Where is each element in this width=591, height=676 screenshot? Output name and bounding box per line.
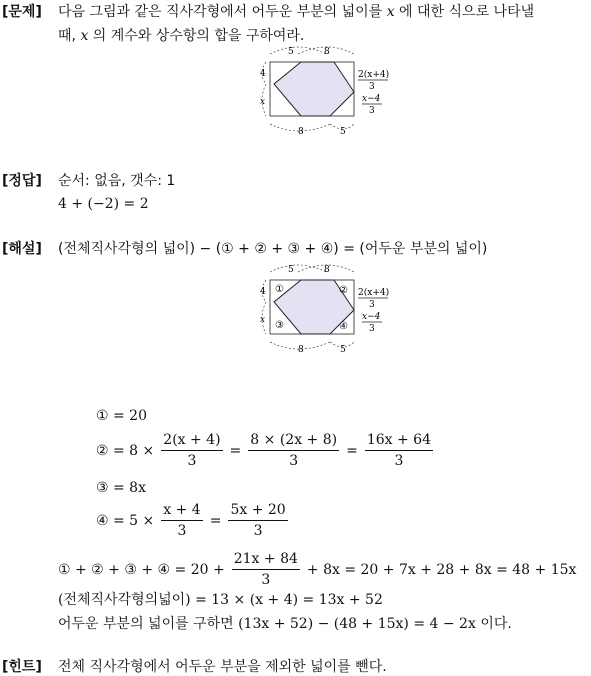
problem-line-1: [58, 1, 534, 21]
region-label-3: ③: [275, 320, 284, 331]
fraction-numerator: 2(x + 4): [161, 432, 222, 451]
label-right-top-den: 3: [369, 82, 375, 92]
result-text: 이다.: [480, 616, 512, 632]
answer-line-1: 순서: 없음, 갯수: 1: [58, 173, 176, 189]
result-math: (13x + 52) − (48 + 15x) = 4 − 2x: [238, 616, 476, 632]
hint-text: 전체 직사각형에서 어두운 부분을 제외한 넓이를 뺀다.: [58, 659, 387, 675]
label-right-bot-num: x−4: [362, 312, 381, 322]
fraction: [161, 432, 222, 470]
fraction-numerator: 16x + 64: [365, 432, 433, 451]
fraction-numerator: 21x + 84: [232, 551, 300, 570]
eq-region-4: [96, 502, 291, 540]
label-top-left: 5: [288, 47, 294, 57]
solution-tag: [해설]: [2, 241, 42, 257]
label-right-bot-den: 3: [369, 106, 375, 116]
eq-text: ① + ② + ③ + ④ = 20 +: [58, 562, 225, 578]
eq-region-2: [96, 432, 436, 470]
variable-x: x: [386, 4, 395, 20]
fraction-numerator: 5x + 20: [228, 502, 287, 521]
label-top-right: 8: [324, 265, 330, 275]
label-top-left: 5: [288, 265, 294, 275]
problem-text: 다음 그림과 같은 직사각형에서 어두운 부분의 넓이를: [58, 4, 383, 20]
rectangle-figure-labeled: [258, 262, 398, 354]
label-right-bot-den: 3: [369, 324, 375, 334]
eq-region-3: ③ = 8x: [96, 480, 146, 496]
eq-region-1: ① = 20: [96, 408, 147, 424]
problem-text: 때,: [58, 28, 76, 44]
fraction-numerator: 8 × (2x + 8): [248, 432, 339, 451]
label-top-right: 8: [324, 47, 330, 57]
problem-line-2: [58, 25, 304, 45]
label-bottom-left: 8: [298, 345, 304, 354]
equals-sign: =: [346, 443, 358, 459]
eq-text: ② = 8 ×: [96, 443, 155, 459]
fraction: [248, 432, 339, 470]
region-label-4: ④: [339, 321, 348, 332]
eq-text: + 8x = 20 + 7x + 28 + 8x = 48 + 15x: [306, 562, 577, 578]
region-label-1: ①: [275, 284, 284, 295]
problem-text: 의 계수와 상수항의 합을 구하여라.: [92, 28, 305, 44]
fraction-denominator: 3: [394, 453, 404, 469]
fraction-denominator: 3: [261, 572, 271, 588]
hint-tag: [힌트]: [2, 659, 42, 675]
fraction: [365, 432, 433, 470]
eq-text: ④ = 5 ×: [96, 513, 155, 529]
fraction-denominator: 3: [177, 523, 187, 539]
eq-total-area: (전체직사각형의넓이) = 13 × (x + 4) = 13x + 52: [58, 592, 383, 608]
label-right-bot-num: x−4: [362, 94, 381, 104]
fraction-denominator: 3: [289, 453, 299, 469]
result-text: 어두운 부분의 넓이를 구하면: [58, 616, 234, 632]
equals-sign: =: [209, 513, 222, 529]
label-right-top-den: 3: [369, 300, 375, 310]
fraction: [161, 502, 202, 540]
fraction: [228, 502, 287, 540]
shaded-region: [274, 62, 354, 116]
solution-summary: (전체직사각형의 넓이) − (① + ② + ③ + ④) = (어두운 부분의 넓이): [58, 241, 488, 257]
label-left-top: 4: [260, 287, 266, 297]
variable-x: x: [80, 28, 89, 44]
rectangle-figure: [258, 44, 398, 136]
label-left-top: 4: [260, 69, 266, 79]
problem-tag: [문제]: [2, 4, 42, 20]
eq-sum: [58, 551, 576, 589]
fraction: [232, 551, 300, 589]
label-bottom-right: 5: [340, 127, 346, 136]
answer-line-2: 4 + (−2) = 2: [58, 196, 149, 212]
equals-sign: =: [229, 443, 242, 459]
label-bottom-right: 5: [340, 345, 346, 354]
answer-tag: [정답]: [2, 173, 42, 189]
fraction-denominator: 3: [253, 523, 263, 539]
region-label-2: ②: [339, 285, 348, 296]
label-left-bottom: x: [260, 315, 266, 325]
problem-text: 에 대한 식으로 나타낼: [399, 4, 535, 20]
fraction-denominator: 3: [187, 453, 197, 469]
label-left-bottom: x: [260, 97, 266, 107]
fraction-numerator: x + 4: [161, 502, 202, 521]
eq-result: [58, 613, 512, 633]
label-bottom-left: 8: [298, 127, 304, 136]
label-right-top-num: 2(x+4): [358, 288, 390, 298]
label-right-top-num: 2(x+4): [358, 70, 390, 80]
